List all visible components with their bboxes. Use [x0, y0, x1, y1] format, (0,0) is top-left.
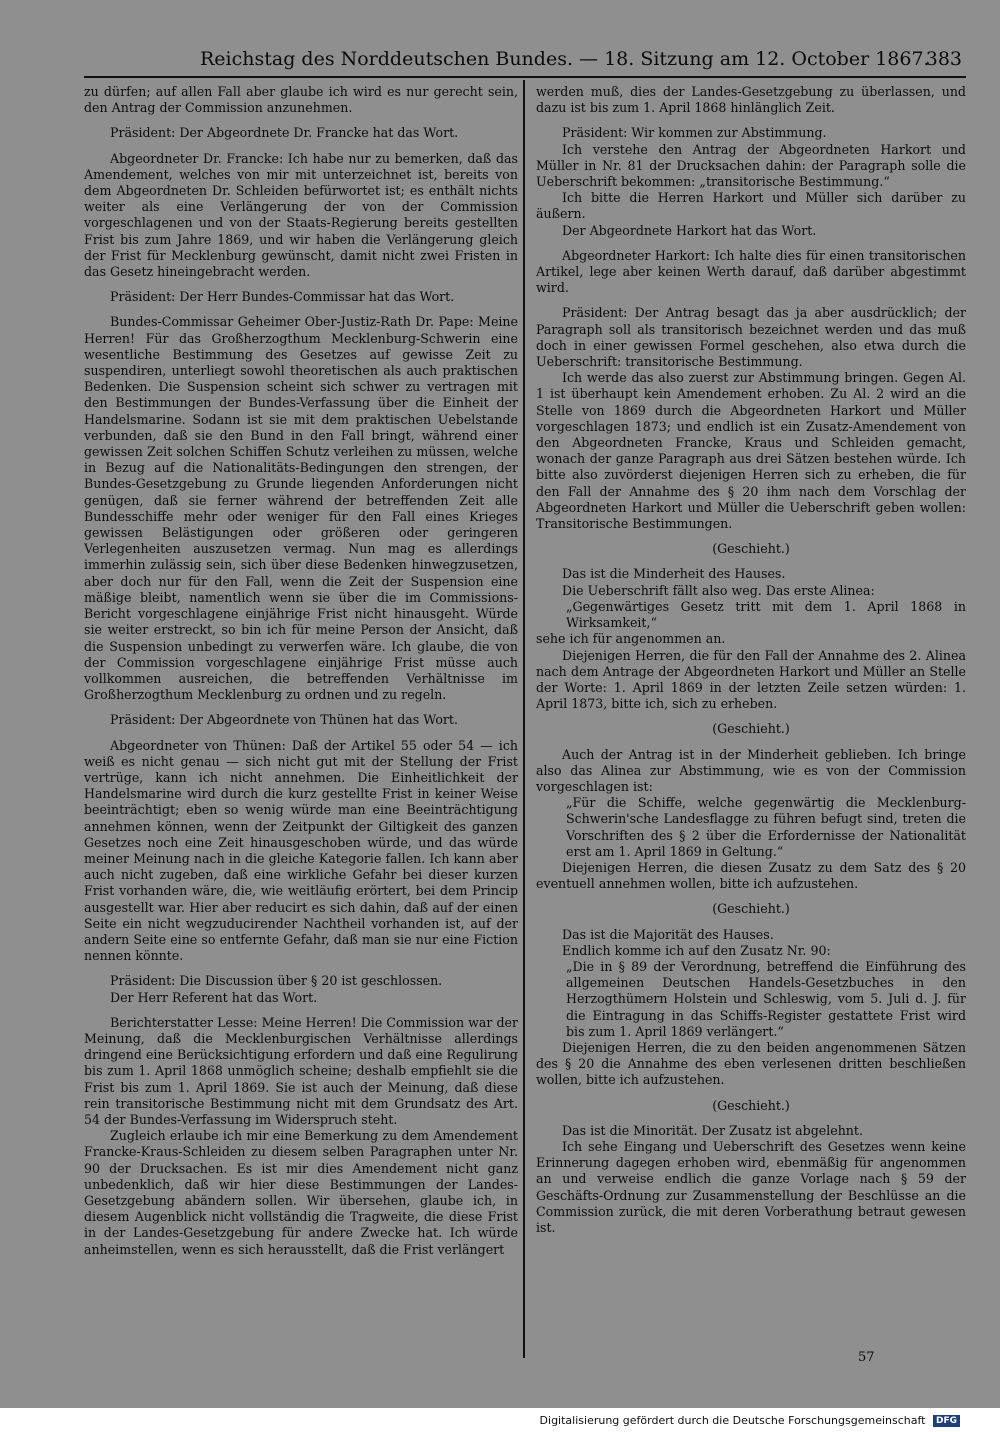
funding-footer	[540, 1414, 960, 1428]
quoted-text: „Die in § 89 der Verordnung, betreffend die Einführung des allgemeinen Deutschen Handels-Gesetzbuches in den Herzogthümern Holstein und Schleswig, vom 5. Juli d. J. für die Eintragung in das Schiffs-Register gestattete Frist wird bis zum 1. April 1869 verlängert.“	[566, 958, 966, 1039]
right-column	[536, 84, 966, 1236]
body-paragraph: Diejenigen Herren, die für den Fall der Annahme des 2. Alinea nach dem Antrage der Abgeordneten Harkort und Müller an Stelle der Worte: 1. April 1869 in der letzten Zeile setzen würden: 1. April 1873, bitte ich, sich zu erheben.	[536, 647, 966, 712]
sheet-number: 57	[858, 1350, 875, 1365]
speaker-paragraph: Präsident: Der Antrag besagt das ja aber ausdrücklich; der Paragraph soll als transitorisch bezeichnet werden und das muß doch in einer gewissen Formel geschehen, also etwa durch die Ueberschrift: transitorische Bestimmung.	[536, 305, 966, 370]
left-column	[84, 84, 518, 1258]
body-paragraph: Diejenigen Herren, die diesen Zusatz zu dem Satz des § 20 eventuell annehmen wollen, bitte ich aufzustehen.	[536, 859, 966, 892]
body-paragraph: Abgeordneter Dr. Francke: Ich habe nur zu bemerken, daß das Amendement, welches von mir mit unterzeichnet ist, bereits von dem Abgeordneten Dr. Schleiden befürwortet ist; es enthält nichts weiter als eine Verlängerung der von der Commission vorgeschlagenen und von der Staats-Regierung bereits gestellten Frist bis zum Jahre 1869, und wir haben die Verlängerung gleich der Frist für Mecklenburg gewünscht, damit nicht zwei Fristen in das Gesetz hineingebracht werden.	[84, 150, 518, 280]
body-paragraph: Der Abgeordnete Harkort hat das Wort.	[562, 222, 817, 238]
stage-direction: (Geschieht.)	[712, 901, 790, 917]
quoted-text: „Für die Schiffe, welche gegenwärtig die Mecklenburg-Schwerin'sche Landesflagge zu führen befugt sind, treten die Vorschriften des § 2 über die Erfordernisse der Nationalität erst am 1. April 1869 in Geltung.“	[566, 795, 966, 859]
body-paragraph: Der Herr Referent hat das Wort.	[110, 989, 318, 1005]
header-rule	[84, 76, 966, 78]
speaker-paragraph: Präsident: Der Abgeordnete von Thünen hat das Wort.	[110, 712, 459, 728]
body-paragraph: Diejenigen Herren, die zu den beiden angenommenen Sätzen des § 20 die Annahme des eben verlesenen dritten beschließen wollen, bitte ich aufzustehen.	[536, 1039, 966, 1088]
quoted-text: „Gegenwärtiges Gesetz tritt mit dem 1. April 1868 in Wirksamkeit,“	[566, 598, 966, 631]
body-paragraph: Das ist die Minorität. Der Zusatz ist abgelehnt.	[562, 1122, 863, 1138]
body-paragraph: Ich verstehe den Antrag der Abgeordneten Harkort und Müller in Nr. 81 der Drucksachen dahin: der Paragraph solle die Ueberschrift bekommen: „transitorische Bestimmung.“	[536, 141, 966, 190]
body-paragraph: Das ist die Majorität des Hauses.	[562, 926, 774, 942]
speaker-paragraph: Präsident: Wir kommen zur Abstimmung.	[562, 125, 827, 141]
body-paragraph: Das ist die Minderheit des Hauses.	[562, 566, 786, 582]
body-paragraph: Ich werde das also zuerst zur Abstimmung bringen. Gegen Al. 1 ist überhaupt kein Amendement erhoben. Zu Al. 2 wird an die Stelle von 1869 durch die Abgeordneten Harkort und Müller vorgeschlagen 1873; und endlich ist ein Zusatz-Amendement von den Abgeordneten Francke, Kraus und Schleiden gemacht, wonach der ganze Paragraph aus drei Sätzen bestehen würde. Ich bitte also zuvörderst diejenigen Herren sich zu erheben, die für den Fall der Annahme des § 20 ihm nach dem Vorschlag der Abgeordneten Harkort und Müller die Ueberschrift geben wollen: Transitorische Bestimmungen.	[536, 370, 966, 532]
body-paragraph: Bundes-Commissar Geheimer Ober-Justiz-Rath Dr. Pape: Meine Herren! Für das Großherzogthum Mecklenburg-Schwerin eine wesentliche Bestimmung des Gesetzes auf gewisse Zeit zu suspendiren, unterliegt sowohl theoretischen als auch praktischen Bedenken. Die Suspension scheint sich schwer zu vertragen mit den Bestimmungen der Bundes-Verfassung über die Einheit der Handelsmarine. Sodann ist sie mit dem praktischen Uebelstande verbunden, daß sie den Bund in den Fall bringt, während einer gewissen Zeit solchen Schiffen Schutz verleihen zu müssen, welche in Bezug auf die Nationalitäts-Bedingungen den strengen, der Bundes-Gesetzgebung zu Grunde liegenden Anforderungen nicht genügen, daß sie ferner während der betreffenden Zeit alle Bundesschiffe mehr oder weniger für den Fall eines Krieges gewissen Belästigungen oder größeren oder geringeren Verlegenheiten auszusetzen vermag. Nun mag es allerdings immerhin zulässig sein, sich über diese Bedenken hinwegzusetzen, aber doch nur für den Fall, wenn die Zeit der Suspension eine mäßige bleibt, namentlich wenn sie über die im Commissions-Bericht vorgeschlagene einjährige Frist nicht hinausgeht. Würde sie weiter erstreckt, so bin ich für meine Person der Ansicht, daß die Suspension unbedingt zu verwerfen wäre. Ich glaube, die von der Commission vorgeschlagene einjährige Frist müsse auch vollkommen ausreichen, die betreffenden Verhältnisse im Großherzogthum Mecklenburg zu ordnen und zu regeln.	[84, 314, 518, 703]
page-number: 383	[925, 48, 962, 70]
body-paragraph: Ich sehe Eingang und Ueberschrift des Gesetzes wenn keine Erinnerung dagegen erhoben wird, ebenmäßig für angenommen an und verweise endlich die ganze Vorlage nach § 59 der Geschäfts-Ordnung zur Zusammenstellung der Beschlüsse an die Commission zurück, die mit deren Vorberathung betraut gewesen ist.	[536, 1138, 966, 1235]
body-paragraph: Endlich komme ich auf den Zusatz Nr. 90:	[562, 942, 831, 958]
running-header-title: Reichstag des Norddeutschen Bundes. — 18. Sitzung am 12. October 1867.	[200, 48, 930, 70]
body-paragraph: Die Ueberschrift fällt also weg. Das erste Alinea:	[562, 582, 875, 598]
body-paragraph: sehe ich für angenommen an.	[536, 631, 726, 647]
stage-direction: (Geschieht.)	[712, 1097, 790, 1113]
speaker-paragraph: Präsident: Der Abgeordnete Dr. Francke hat das Wort.	[110, 125, 459, 141]
body-paragraph: Ich bitte die Herren Harkort und Müller sich darüber zu äußern.	[536, 190, 966, 222]
stage-direction: (Geschieht.)	[712, 721, 790, 737]
body-paragraph: Abgeordneter Harkort: Ich halte dies für einen transitorischen Artikel, lege aber keinen Werth darauf, daß darüber abgestimmt wird.	[536, 247, 966, 296]
body-paragraph: Zugleich erlaube ich mir eine Bemerkung zu dem Amendement Francke-Kraus-Schleiden zu diesem selben Paragraphen unter Nr. 90 der Drucksachen. Es ist mir dies Amendement nicht ganz unbedenklich, daß wir hier diese Bestimmungen der Landes-Gesetzgebung abändern sollen. Wir übersehen, glaube ich, in diesem Augenblick nicht vollständig die Tragweite, die diese Frist in der Landes-Gesetzgebung für andere Zwecke hat. Ich würde anheimstellen, wenn es sich herausstellt, daß die Frist verlängert	[84, 1128, 518, 1257]
speaker-paragraph: Präsident: Der Herr Bundes-Commissar hat das Wort.	[110, 289, 455, 305]
body-paragraph: zu dürfen; auf allen Fall aber glaube ich wird es nur gerecht sein, den Antrag der Commission anzunehmen.	[84, 84, 518, 116]
dfg-logo: DFG	[933, 1415, 960, 1427]
column-divider	[523, 80, 525, 1358]
speaker-paragraph: Präsident: Die Discussion über § 20 ist geschlossen.	[110, 973, 443, 989]
body-paragraph: Abgeordneter von Thünen: Daß der Artikel 55 oder 54 — ich weiß es nicht genau — sich nicht gut mit der Stellung der Frist vertrüge, kann ich nicht annehmen. Die Einheitlichkeit der Handelsmarine wird durch die kurz gestellte Frist in keiner Weise beeinträchtigt; eben so wenig würde man eine Beeinträchtigung annehmen können, wenn der Zeitpunkt der Giltigkeit des ganzen Gesetzes noch eine Zeit hinausgeschoben würde, und das würde meiner Meinung nach in die gleiche Kategorie fallen. Ich kann aber auch nicht zugeben, daß eine wirkliche Gefahr bei dieser kurzen Frist vorhanden wäre, die, wie weitläufig erörtert, bei dem Princip ausgestellt war. Hier aber reducirt es sich dahin, daß auf der einen Seite ein nicht wegzuducirender Nachtheil vorhanden ist, auf der andern Seite eine so entfernte Gefahr, daß man sie nur eine Fiction nennen könnte.	[84, 737, 518, 964]
stage-direction: (Geschieht.)	[712, 541, 790, 557]
body-paragraph: werden muß, dies der Landes-Gesetzgebung zu überlassen, und dazu ist bis zum 1. April 1868 hinlänglich Zeit.	[536, 84, 966, 116]
funding-footer-text: Digitalisierung gefördert durch die Deutsche Forschungsgemeinschaft	[539, 1414, 926, 1427]
body-paragraph: Auch der Antrag ist in der Minderheit geblieben. Ich bringe also das Alinea zur Abstimmung, wie es von der Commission vorgeschlagen ist:	[536, 746, 966, 794]
body-paragraph: Berichterstatter Lesse: Meine Herren! Die Commission war der Meinung, daß die Mecklenburgischen Verhältnisse allerdings dringend eine Berücksichtigung erfordern und daß eine Regulirung bis zum 1. April 1868 unmöglich scheine; deshalb empfiehlt sie die Frist bis zum 1. April 1869. Sie ist auch der Meinung, daß diese rein transitorische Bestimmung nicht mit dem Grundsatz des Art. 54 der Bundes-Verfassung im Widerspruch steht.	[84, 1014, 518, 1127]
